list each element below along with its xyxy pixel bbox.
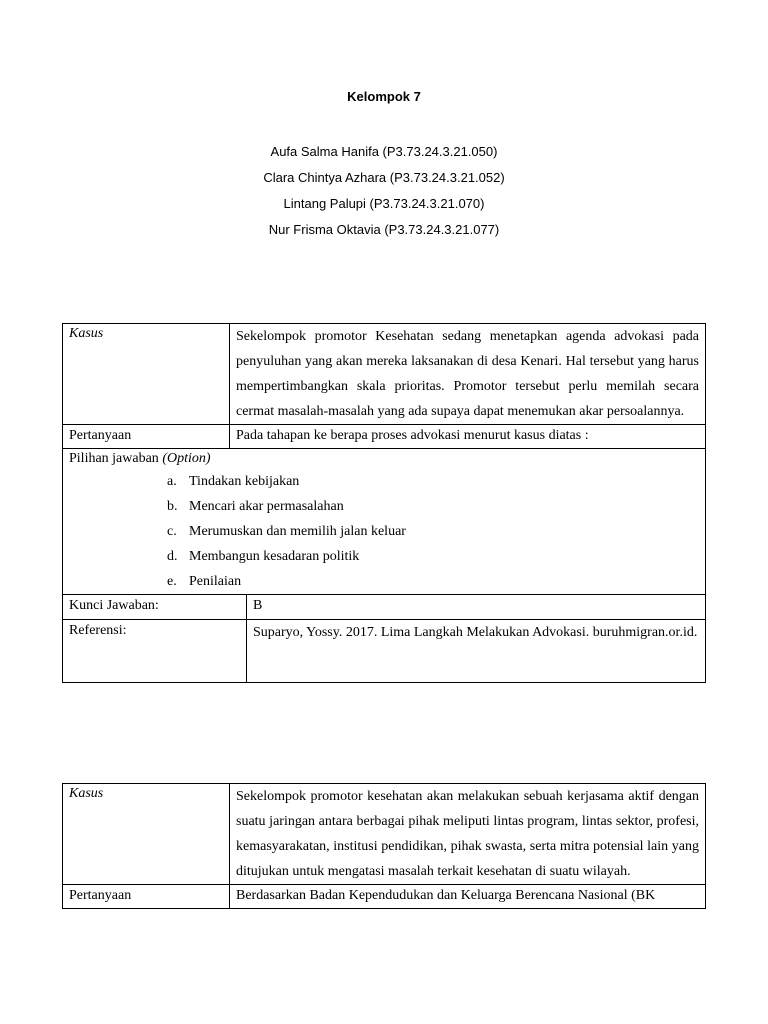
option-a [167, 469, 699, 494]
member-2: Clara Chintya Azhara (P3.73.24.3.21.052) [263, 170, 505, 185]
pilihan-cell [63, 449, 706, 595]
option-text: Merumuskan dan memilih jalan keluar [189, 524, 406, 539]
kasus-text: Sekelompok promotor kesehatan akan melakukan sebuah kerjasama aktif dengan suatu jaringan antara berbagai pihak meliputi lintas program, lintas sektor, profesi, kemasyarakatan, institusi pendidikan, pihak swasta, serta mitra potensial lain yang ditujukan untuk mengatasi masalah terkait kesehatan di suatu wilayah. [230, 784, 706, 885]
pilihan-row [63, 449, 706, 595]
pilihan-title [69, 449, 699, 469]
kunci-referensi-table [63, 595, 705, 682]
kasus-text: Sekelompok promotor Kesehatan sedang menetapkan agenda advokasi pada penyuluhan yang akan mereka laksanakan di desa Kenari. Hal tersebut yang harus mempertimbangkan skala prioritas. Promotor tersebut perlu memilah secara cermat masalah-masalah yang ada supaya dapat menemukan akar persoalannya. [230, 324, 706, 425]
pertanyaan-text: Berdasarkan Badan Kependudukan dan Keluarga Berencana Nasional (BK [230, 885, 706, 909]
kasus-row [63, 324, 706, 425]
member-1: Aufa Salma Hanifa (P3.73.24.3.21.050) [270, 144, 498, 159]
pertanyaan-label: Pertanyaan [63, 425, 230, 449]
kasus-label: Kasus [63, 784, 230, 885]
kasus-row [63, 784, 706, 885]
pilihan-option: (Option) [162, 451, 211, 466]
referensi-label: Referensi: [63, 619, 247, 682]
kunci-row [63, 595, 706, 683]
kasus-label: Kasus [63, 324, 230, 425]
options-list [69, 469, 699, 594]
option-e [167, 569, 699, 594]
pilihan-label: Pilihan jawaban [69, 451, 159, 466]
option-letter: c. [167, 524, 177, 539]
member-3: Lintang Palupi (P3.73.24.3.21.070) [283, 196, 485, 211]
option-text: Tindakan kebijakan [189, 474, 300, 489]
question-table-2 [62, 783, 706, 909]
option-letter: d. [167, 549, 178, 564]
referensi-text: Suparyo, Yossy. 2017. Lima Langkah Melakukan Advokasi. buruhmigran.or.id. [247, 619, 706, 682]
option-text: Penilaian [189, 574, 242, 589]
option-letter: e. [167, 574, 177, 589]
option-letter: a. [167, 474, 177, 489]
option-d [167, 544, 699, 569]
kunci-label: Kunci Jawaban: [63, 595, 247, 619]
option-c [167, 519, 699, 544]
page-title: Kelompok 7 [347, 89, 421, 104]
pertanyaan-text: Pada tahapan ke berapa proses advokasi menurut kasus diatas : [230, 425, 706, 449]
pertanyaan-row [63, 425, 706, 449]
pertanyaan-row [63, 885, 706, 909]
option-b [167, 494, 699, 519]
option-text: Mencari akar permasalahan [189, 499, 344, 514]
option-letter: b. [167, 499, 178, 514]
pertanyaan-label: Pertanyaan [63, 885, 230, 909]
kunci-value: B [253, 598, 263, 613]
option-text: Membangun kesadaran politik [189, 549, 360, 564]
question-table-1 [62, 323, 706, 683]
member-4: Nur Frisma Oktavia (P3.73.24.3.21.077) [268, 222, 500, 237]
